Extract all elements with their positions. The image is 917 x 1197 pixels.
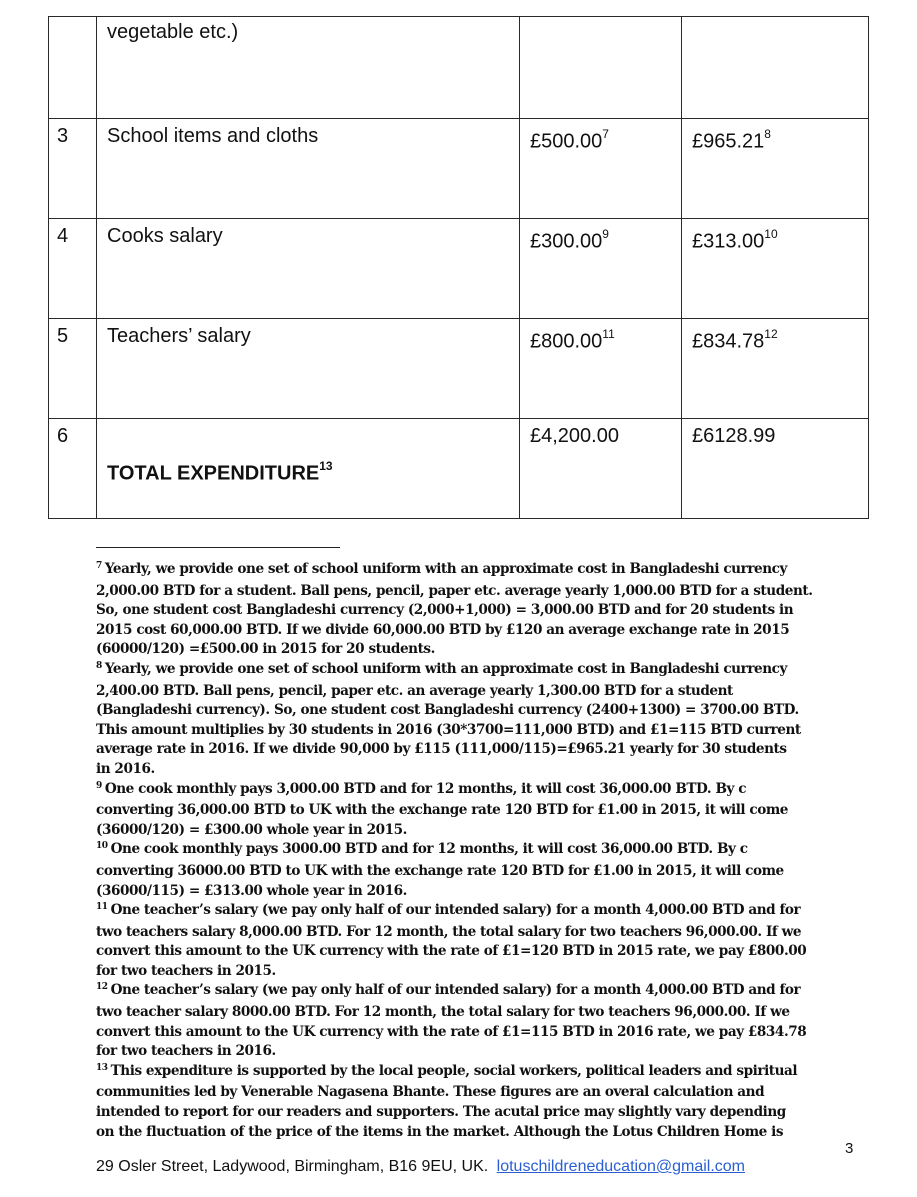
footnote-marker: 12 <box>96 982 108 993</box>
row-number-cell <box>49 17 97 119</box>
footnote-marker: 10 <box>96 841 108 852</box>
footnote-text: convert this amount to the UK currency with the rate of £1=115 BTD in 2016 rate, we pay £834.78 <box>96 1023 807 1040</box>
table-row <box>49 17 869 119</box>
footnote-ref[interactable]: 11 <box>602 327 615 341</box>
footnote-line <box>96 601 866 621</box>
item-cell: School items and cloths <box>97 119 520 219</box>
amount-value: £313.00 <box>692 230 765 253</box>
footnote-text: This expenditure is supported by the local people, social workers, political leaders and spiritual <box>110 1062 798 1079</box>
footnote-line <box>96 780 866 802</box>
footnote-text: (Bangladeshi currency). So, one student cost Bangladeshi currency (2400+1300) = 3700.00 BTD. <box>96 702 799 719</box>
amount-value: £800.00 <box>530 330 603 353</box>
footnote-line <box>96 923 866 943</box>
footnote-line <box>96 901 866 923</box>
total-expenditure-label: TOTAL EXPENDITURE <box>107 462 320 485</box>
footnote-line <box>96 1023 866 1043</box>
page-number: 3 <box>845 1140 854 1157</box>
footnote-line <box>96 882 866 902</box>
footnote-marker: 9 <box>96 780 102 791</box>
footnote-ref[interactable]: 12 <box>764 327 778 341</box>
total-2016-value: £6128.99 <box>692 425 776 447</box>
footnote-text: average rate in 2016. If we divide 90,000 by £115 (111,000/115)=£965.21 yearly for 30 students <box>96 741 787 758</box>
footnote-line <box>96 1083 866 1103</box>
footnote-text: Yearly, we provide one set of school uniform with an approximate cost in Bangladeshi currency <box>104 561 787 577</box>
footnote-text: converting 36,000.00 BTD to UK with the exchange rate 120 BTD for £1.00 in 2015, it will come <box>96 802 788 819</box>
footnote-line <box>96 701 866 721</box>
table-row <box>49 319 869 419</box>
footnote-text: (36000/120) = £300.00 whole year in 2015. <box>96 821 407 838</box>
footnote-line <box>96 1042 866 1062</box>
amount-2016-cell <box>682 419 869 519</box>
amount-value: £834.78 <box>692 330 765 353</box>
footnote-line <box>96 1103 866 1123</box>
footnote-text: So, one student cost Bangladeshi currency (2,000+1,000) = 3,000.00 BTD and for 20 students in <box>96 602 794 619</box>
footnote-text: This amount multiplies by 30 students in 2016 (30*3700=111,000 BTD) and £1=115 BTD current <box>96 721 801 738</box>
row-number-cell: 4 <box>49 219 97 319</box>
footnote-text: for two teachers in 2015. <box>96 962 276 979</box>
footnote-line <box>96 862 866 882</box>
footnote-marker: 7 <box>96 561 102 571</box>
footnote-ref[interactable]: 8 <box>764 127 771 141</box>
table-row <box>49 419 869 519</box>
amount-2016-cell <box>682 119 869 219</box>
footnote-line <box>96 962 866 982</box>
table-row <box>49 119 869 219</box>
footnote-line <box>96 740 866 760</box>
row-number-cell: 6 <box>49 419 97 519</box>
footnote-marker: 8 <box>96 660 102 671</box>
expenditure-table <box>48 16 869 519</box>
footnote-line <box>96 801 866 821</box>
footnote-line <box>96 560 866 582</box>
table-row <box>49 219 869 319</box>
row-number-cell: 3 <box>49 119 97 219</box>
footnote-line <box>96 682 866 702</box>
footnote-line <box>96 640 866 660</box>
footnote-text: two teachers salary 8,000.00 BTD. For 12 month, the total salary for two teachers 96,000.00. If we <box>96 923 802 940</box>
footnote-text: 2,400.00 BTD. Ball pens, pencil, paper etc. an average yearly 1,300.00 BTD for a student <box>96 682 733 699</box>
total-2015-value: £4,200.00 <box>530 425 619 447</box>
footnote-line <box>96 821 866 841</box>
item-cell: Teachers’ salary <box>97 319 520 419</box>
footnote-line <box>96 760 866 780</box>
footnote-line <box>96 1062 866 1084</box>
footnote-line <box>96 660 866 682</box>
footnote-line <box>96 1003 866 1023</box>
footnote-text: One cook monthly pays 3000.00 BTD and for 12 months, it will cost 36,000.00 BTD. By c <box>110 841 748 858</box>
footnote-text: One cook monthly pays 3,000.00 BTD and for 12 months, it will cost 36,000.00 BTD. By c <box>104 780 747 797</box>
footnote-line <box>96 621 866 641</box>
footnote-text: in 2016. <box>96 760 155 777</box>
footnote-text: Yearly, we provide one set of school uniform with an approximate cost in Bangladeshi currency <box>104 660 787 677</box>
item-cell <box>97 419 520 519</box>
amount-2015-cell <box>520 119 682 219</box>
footnote-text: One teacher’s salary (we pay only half of our intended salary) for a month 4,000.00 BTD and for <box>110 902 801 919</box>
amount-2015-cell <box>520 319 682 419</box>
amount-2015-cell <box>520 419 682 519</box>
footnote-text: for two teachers in 2016. <box>96 1043 276 1060</box>
footnote-separator <box>96 547 340 548</box>
footnote-text: two teacher salary 8000.00 BTD. For 12 month, the total salary for two teachers 96,000.00. If we <box>96 1004 790 1021</box>
amount-value: £965.21 <box>692 130 765 153</box>
footer-email-link[interactable]: lotuschildreneducation@gmail.com <box>496 1158 746 1175</box>
footnote-line <box>96 582 866 602</box>
item-cell: vegetable etc.) <box>97 17 520 119</box>
footnote-ref[interactable]: 13 <box>319 459 333 473</box>
amount-2016-cell <box>682 219 869 319</box>
footnote-text: One teacher’s salary (we pay only half of our intended salary) for a month 4,000.00 BTD and for <box>110 982 801 999</box>
amount-2015-cell <box>520 219 682 319</box>
footnote-line <box>96 1123 866 1143</box>
footnote-text: 2015 cost 60,000.00 BTD. If we divide 60,000.00 BTD by £120 an average exchange rate in 2015 <box>96 621 790 638</box>
footnote-marker: 13 <box>96 1062 108 1073</box>
footer-address-line <box>96 1158 745 1176</box>
amount-value: £500.00 <box>530 130 603 153</box>
footnote-text: intended to report for our readers and supporters. The acutal price may slightly vary depending <box>96 1104 786 1121</box>
footnote-marker: 11 <box>96 902 108 913</box>
footnote-ref[interactable]: 10 <box>764 227 778 241</box>
row-number-cell: 5 <box>49 319 97 419</box>
footnote-line <box>96 981 866 1003</box>
footnote-text: (36000/115) = £313.00 whole year in 2016. <box>96 882 407 899</box>
footnotes-section <box>96 560 866 1142</box>
footnote-line <box>96 840 866 862</box>
footnote-text: 2,000.00 BTD for a student. Ball pens, pencil, paper etc. average yearly 1,000.00 BTD for a student. <box>96 582 813 599</box>
footnote-ref[interactable]: 9 <box>602 227 609 241</box>
item-cell: Cooks salary <box>97 219 520 319</box>
footnote-line <box>96 721 866 741</box>
footnote-text: on the fluctuation of the price of the items in the market. Although the Lotus Children Home is <box>96 1123 784 1140</box>
amount-value: £300.00 <box>530 230 603 253</box>
amount-2016-cell <box>682 17 869 119</box>
footer-address: 29 Osler Street, Ladywood, Birmingham, B16 9EU, UK. <box>96 1158 489 1175</box>
amount-2015-cell <box>520 17 682 119</box>
footnote-text: converting 36000.00 BTD to UK with the exchange rate 120 BTD for £1.00 in 2015, it will come <box>96 862 784 879</box>
footnote-text: convert this amount to the UK currency with the rate of £1=120 BTD in 2015 rate, we pay £800.00 <box>96 943 807 960</box>
footnote-line <box>96 942 866 962</box>
footnote-text: (60000/120) =£500.00 in 2015 for 20 students. <box>96 641 435 658</box>
amount-2016-cell <box>682 319 869 419</box>
footnote-ref[interactable]: 7 <box>602 127 609 141</box>
footnote-text: communities led by Venerable Nagasena Bhante. These figures are an overal calculation and <box>96 1084 765 1101</box>
